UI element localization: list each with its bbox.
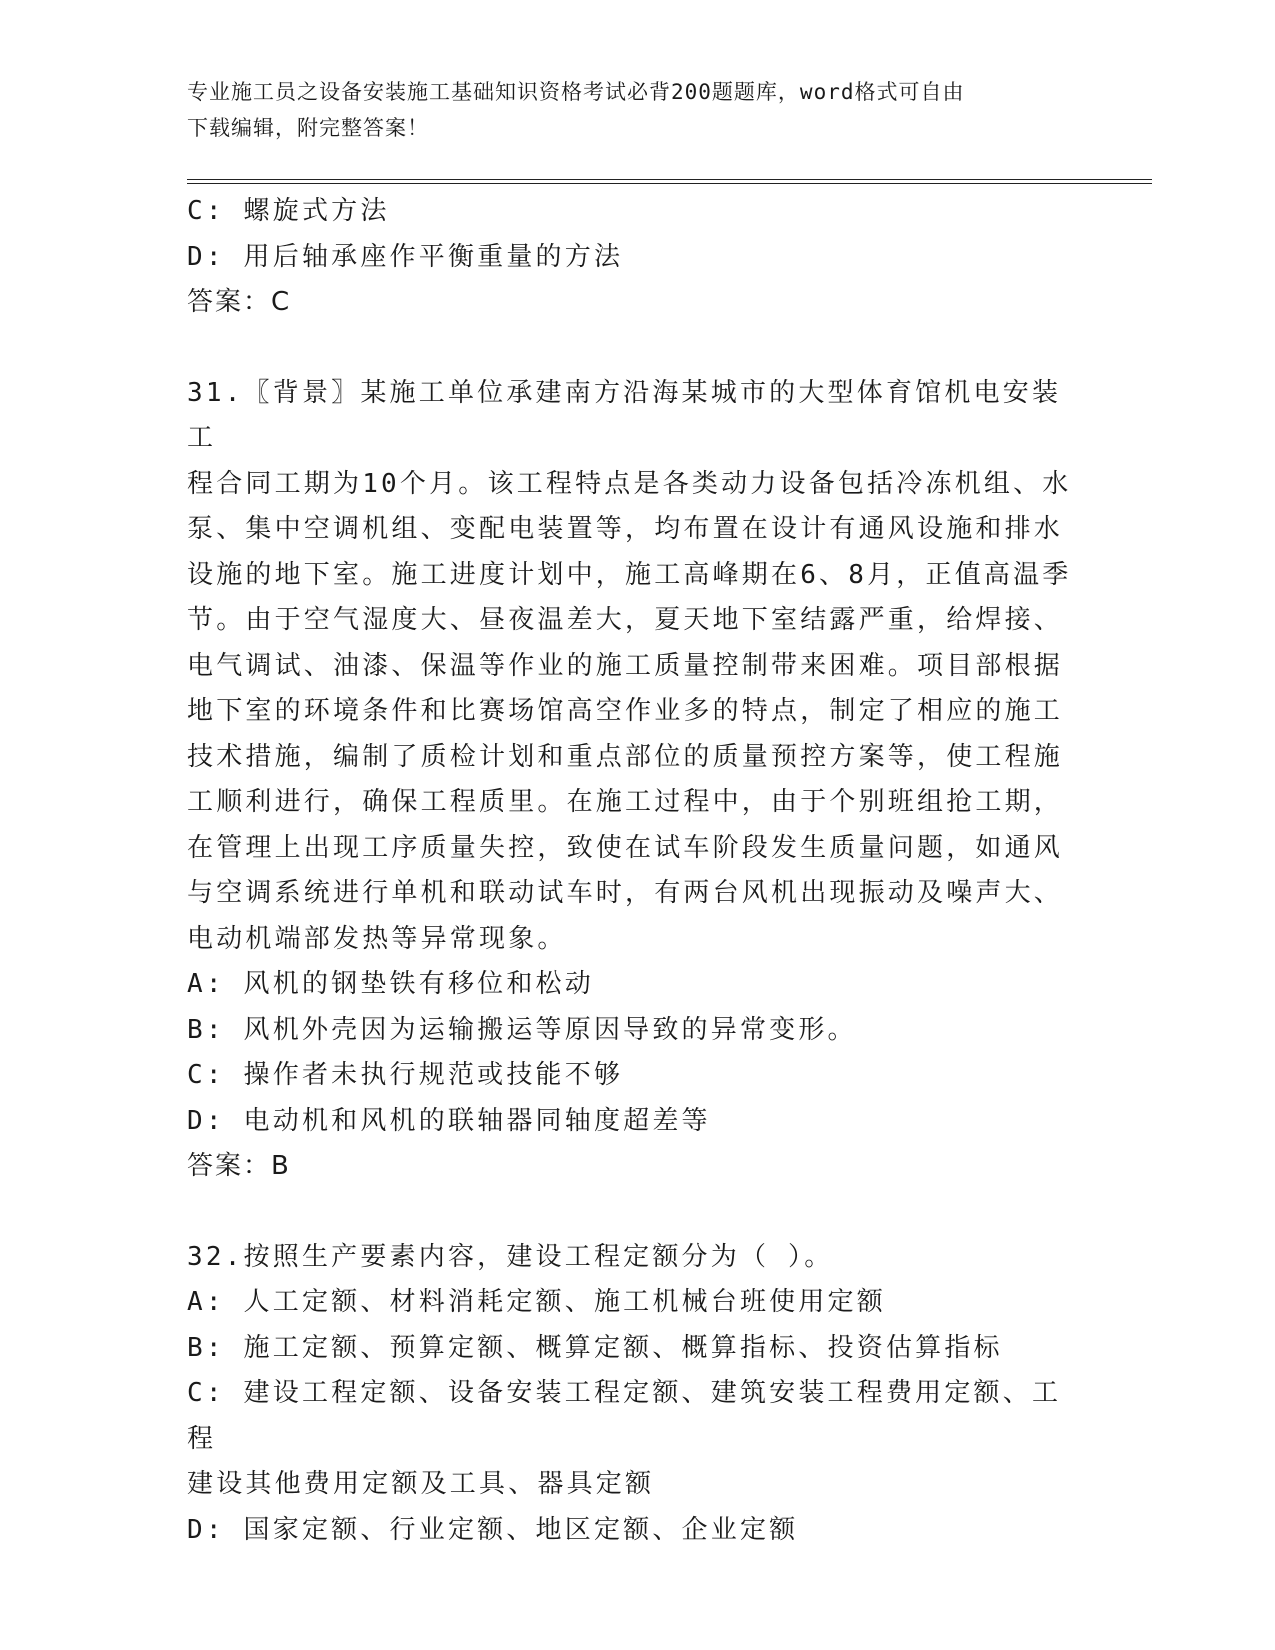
question-31: [187, 371, 1087, 1190]
stem-line: 技术措施，编制了质检计划和重点部位的质量预控方案等，使工程施: [187, 741, 1064, 772]
option-c: C: 螺旋式方法: [187, 196, 390, 226]
question-30-tail: [187, 189, 1087, 326]
stem-line: 程合同工期为10个月。该工程特点是各类动力设备包括冷冻机组、水: [187, 468, 1072, 499]
stem-line: 在管理上出现工序质量失控，致使在试车阶段发生质量问题，如通风: [187, 832, 1064, 863]
stem-line: 设施的地下室。施工进度计划中，施工高峰期在6、8月，正值高温季: [187, 559, 1072, 590]
option-a: A: 人工定额、材料消耗定额、施工机械台班使用定额: [187, 1287, 886, 1317]
header-line-2: 下载编辑，附完整答案！: [187, 116, 429, 140]
header-rule-bottom: [187, 183, 1152, 184]
option-b: B: 风机外壳因为运输搬运等原因导致的异常变形。: [187, 1014, 857, 1045]
question-stem: 32.按照生产要素内容，建设工程定额分为（ ）。: [187, 1241, 834, 1272]
stem-line: 电动机端部发热等异常现象。: [187, 923, 567, 954]
page-header: [187, 74, 1087, 146]
stem-line: 工顺利进行，确保工程质里。在施工过程中，由于个别班组抢工期，: [187, 787, 1064, 817]
stem-line: 泵、集中空调机组、变配电装置等，均布置在设计有通风设施和排水: [187, 514, 1064, 544]
option-d: D: 用后轴承座作平衡重量的方法: [187, 241, 624, 272]
option-d: D: 国家定额、行业定额、地区定额、企业定额: [187, 1514, 799, 1545]
stem-line: 电气调试、油漆、保温等作业的施工质量控制带来困难。项目部根据: [187, 650, 1064, 681]
spacer: [187, 326, 1087, 371]
question-stem: [187, 371, 1087, 963]
question-32: [187, 1235, 1087, 1554]
option-a: A: 风机的钢垫铁有移位和松动: [187, 969, 594, 999]
stem-line: 31.〖背景〗某施工单位承建南方沿海某城市的大型体育馆机电安装工: [187, 377, 1062, 453]
option-d: D: 电动机和风机的联轴器同轴度超差等: [187, 1105, 711, 1136]
stem-line: 地下室的环境条件和比赛场馆高空作业多的特点，制定了相应的施工: [187, 696, 1064, 726]
header-rule-top: [187, 179, 1152, 180]
option-c-continued: 建设其他费用定额及工具、器具定额: [187, 1469, 655, 1499]
answer-line: 答案：B: [187, 1151, 291, 1181]
option-c: C: 操作者未执行规范或技能不够: [187, 1060, 624, 1090]
option-c: C: 建设工程定额、设备安装工程定额、建筑安装工程费用定额、工程: [187, 1378, 1062, 1454]
stem-line: 节。由于空气湿度大、昼夜温差大，夏天地下室结露严重，给焊接、: [187, 605, 1064, 635]
header-line-1: 专业施工员之设备安装施工基础知识资格考试必背200题题库，word格式可自由: [187, 80, 965, 104]
spacer: [187, 1190, 1087, 1235]
option-b: B: 施工定额、预算定额、概算定额、概算指标、投资估算指标: [187, 1332, 1003, 1363]
answer-line: 答案：C: [187, 287, 292, 317]
stem-line: 与空调系统进行单机和联动试车时，有两台风机出现振动及噪声大、: [187, 878, 1064, 908]
document-body: [187, 189, 1087, 1553]
